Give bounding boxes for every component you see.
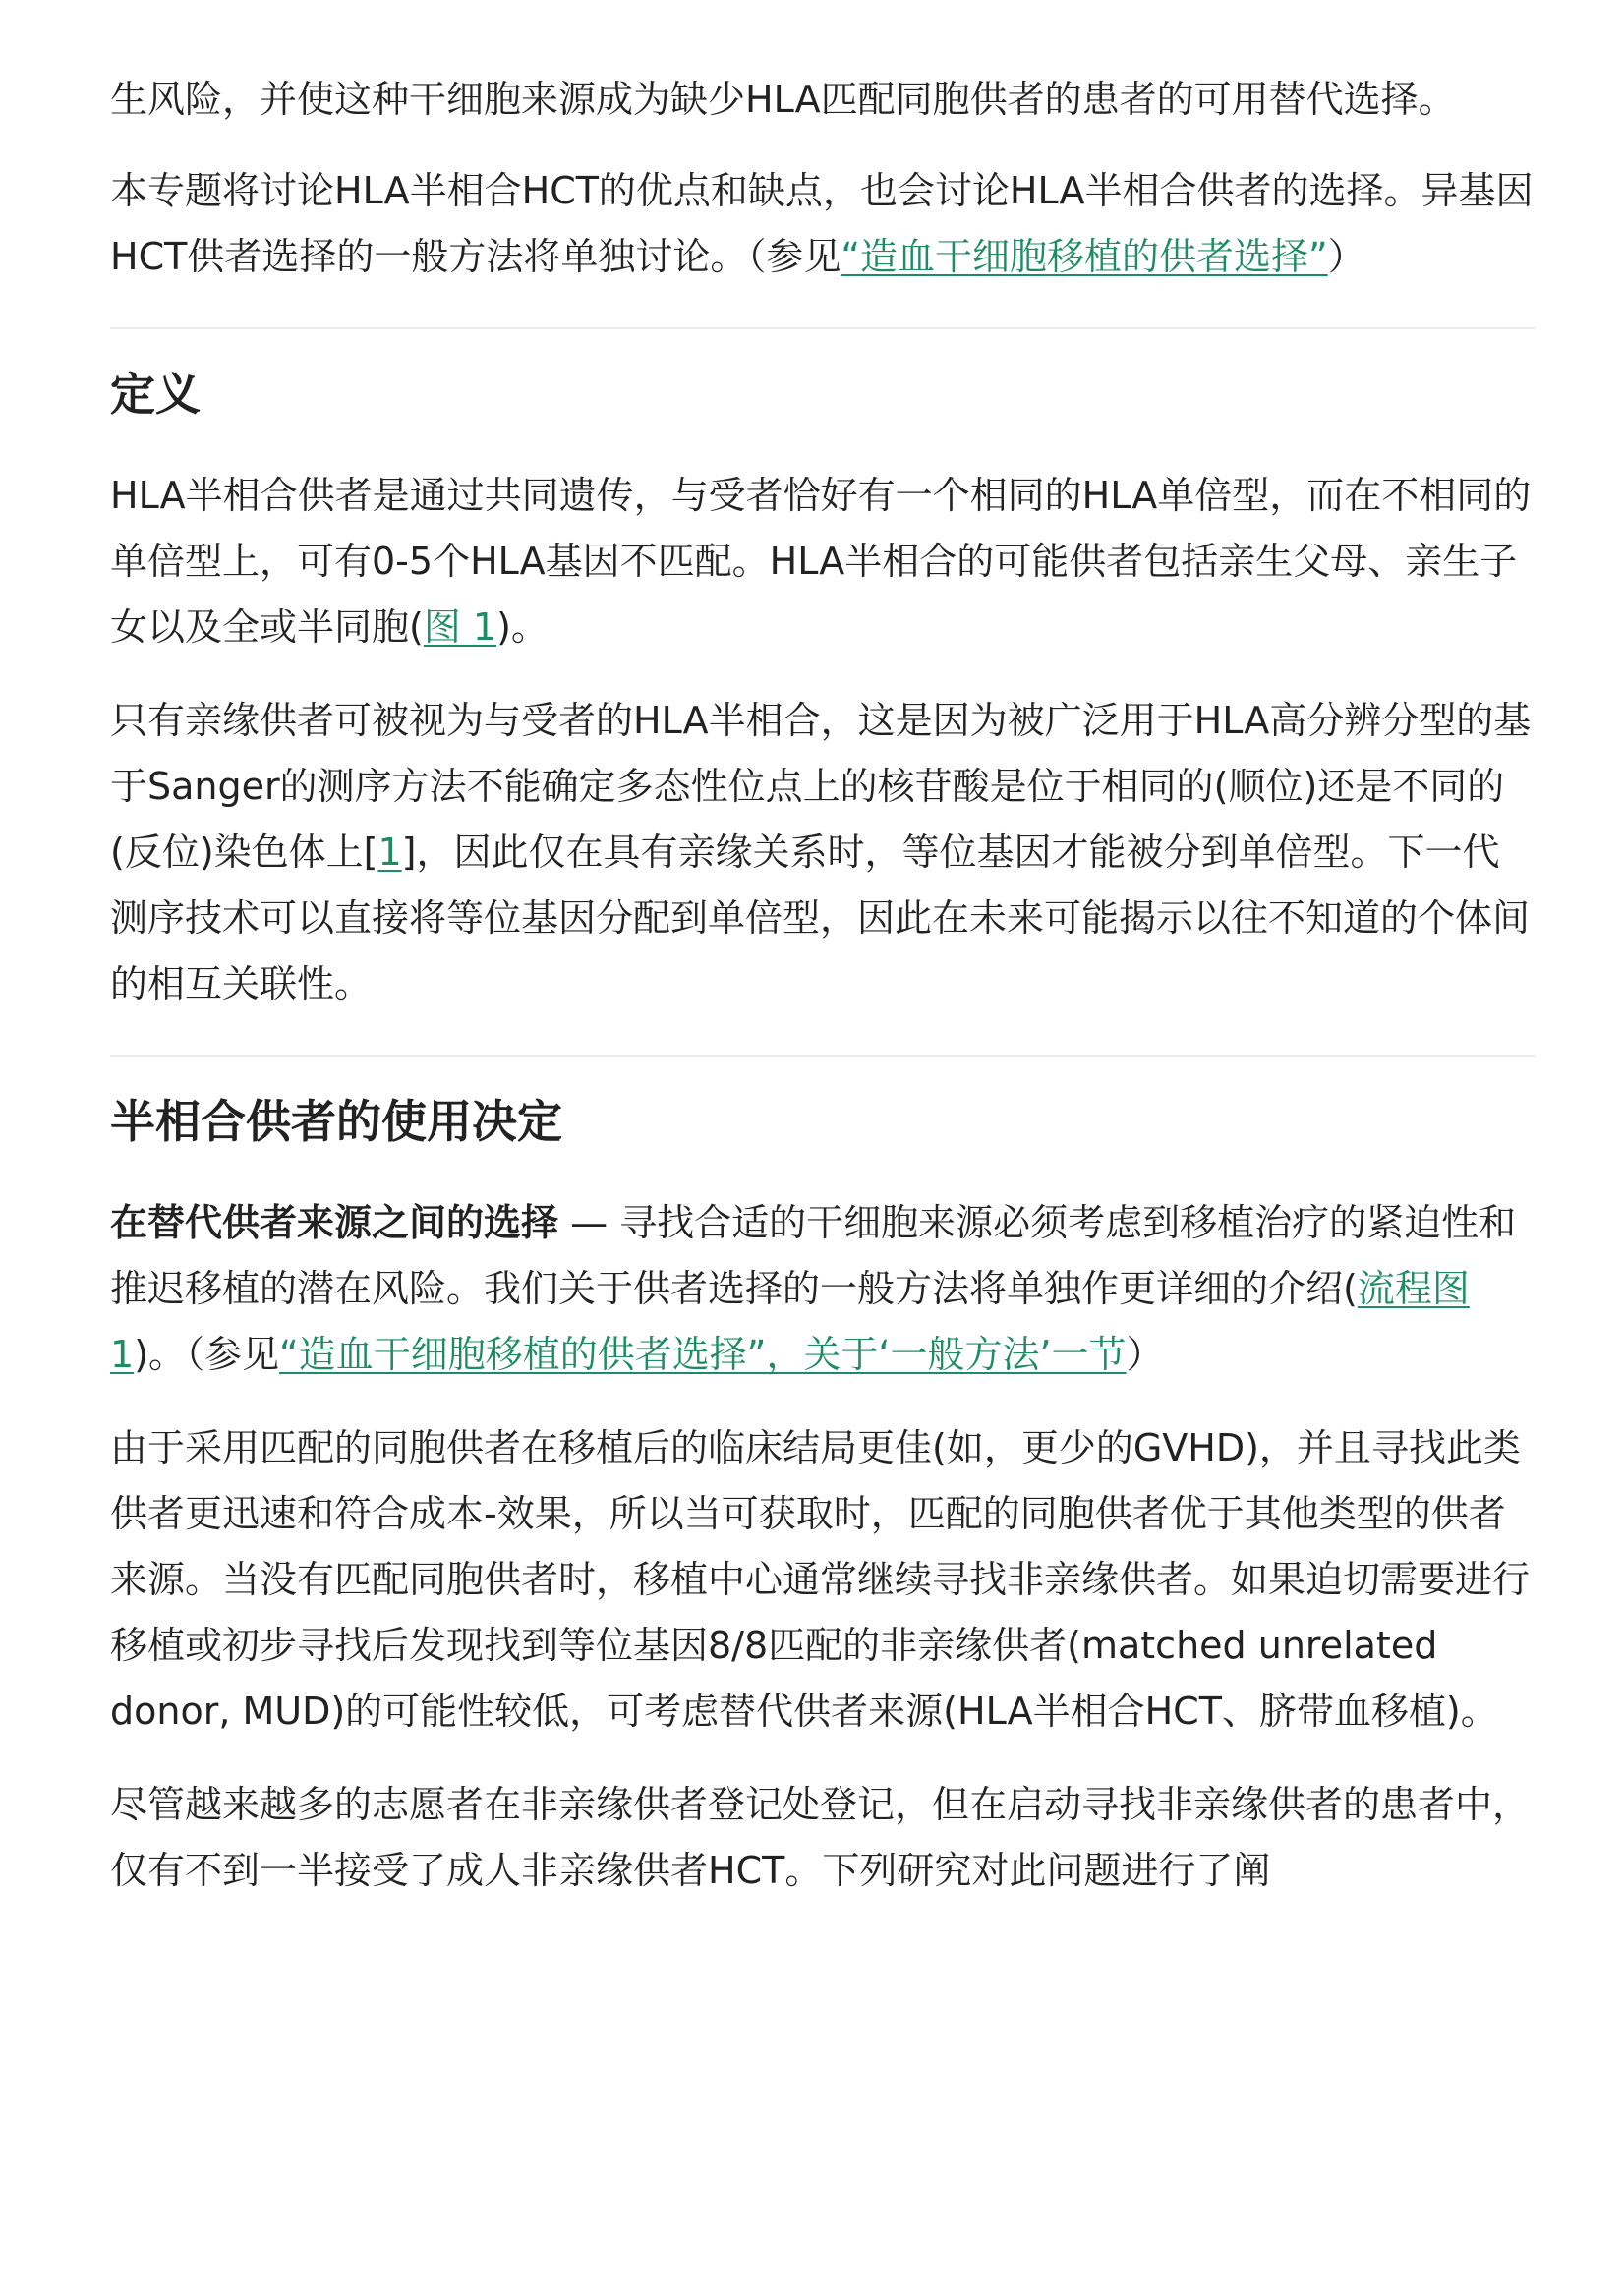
section-divider <box>110 1055 1536 1057</box>
paragraph-related-donors <box>110 688 1536 1017</box>
paragraph-lead: 在替代供者来源之间的选择 <box>110 1201 559 1244</box>
link-reference-1[interactable]: 1 <box>377 831 402 874</box>
paragraph-text: 本专题将讨论HLA半相合HCT的优点和缺点，也会讨论HLA半相合供者的选择。异基因HCT供者选择的一般方法将单独讨论。（参见 <box>110 169 1534 278</box>
paragraph-text: 只有亲缘供者可被视为与受者的HLA半相合，这是因为被广泛用于HLA高分辨分型的基于Sanger的测序方法不能确定多态性位点上的核苷酸是位于相同的(顺位)还是不同的(反位)染色体上[ <box>110 699 1532 874</box>
paragraph-text: )。 <box>496 605 549 649</box>
section-title-haplo-decision: 半相合供者的使用决定 <box>110 1095 562 1148</box>
paragraph-text: — 寻找合适的干细胞来源必须考虑到移植治疗的紧迫性和推迟移植的潜在风险。我们关于供者选择的一般方法将单独作更详细的介绍( <box>110 1201 1517 1310</box>
paragraph-registry <box>110 1772 1536 1904</box>
section-title-definition: 定义 <box>110 368 201 421</box>
paragraph-text: ） <box>1126 1333 1164 1376</box>
section-divider <box>110 327 1536 329</box>
paragraph-text: ]，因此仅在具有亲缘关系时，等位基因才能被分到单倍型。下一代测序技术可以直接将等位基因分配到单倍型，因此在未来可能揭示以往不知道的个体间的相互关联性。 <box>110 831 1531 1005</box>
paragraph-definition <box>110 463 1536 660</box>
link-algorithm-1[interactable]: 流程图 1 <box>110 1267 1470 1376</box>
paragraph-alternative-sources <box>110 1190 1536 1388</box>
paragraph-text: 生风险，并使这种干细胞来源成为缺少HLA匹配同胞供者的患者的可用替代选择。 <box>110 78 1456 121</box>
paragraph-text: 尽管越来越多的志愿者在非亲缘供者登记处登记，但在启动寻找非亲缘供者的患者中，仅有不到一半接受了成人非亲缘供者HCT。下列研究对此问题进行了阐 <box>110 1783 1531 1892</box>
paragraph-topic-scope <box>110 158 1536 290</box>
paragraph-text: HLA半相合供者是通过共同遗传，与受者恰好有一个相同的HLA单倍型，而在不相同的单倍型上，可有0-5个HLA基因不匹配。HLA半相合的可能供者包括亲生父母、亲生子女以及全或半同胞( <box>110 474 1532 649</box>
paragraph-text: 由于采用匹配的同胞供者在移植后的临床结局更佳(如，更少的GVHD)，并且寻找此类供者更迅速和符合成本-效果，所以当可获取时，匹配的同胞供者优于其他类型的供者来源。当没有匹配同胞供者时，移植中心通常继续寻找非亲缘供者。如果迫切需要进行移植或初步寻找后发现找到等位基因8/8匹配的非亲缘供者(matched unrelated donor, MUD)的可能性较低，可考虑替代供者来源(HLA半相合HCT、脐带血移植)。 <box>110 1426 1531 1733</box>
link-donor-selection-general[interactable]: “造血干细胞移植的供者选择”，关于‘一般方法’一节 <box>279 1333 1127 1376</box>
paragraph-matched-sibling <box>110 1415 1536 1745</box>
link-donor-selection[interactable]: “造血干细胞移植的供者选择” <box>841 235 1328 278</box>
link-figure-1[interactable]: 图 1 <box>423 605 497 649</box>
paragraph-intro-continuation <box>110 67 1536 133</box>
paragraph-text: )。（参见 <box>134 1333 280 1376</box>
paragraph-text: ） <box>1327 235 1365 278</box>
